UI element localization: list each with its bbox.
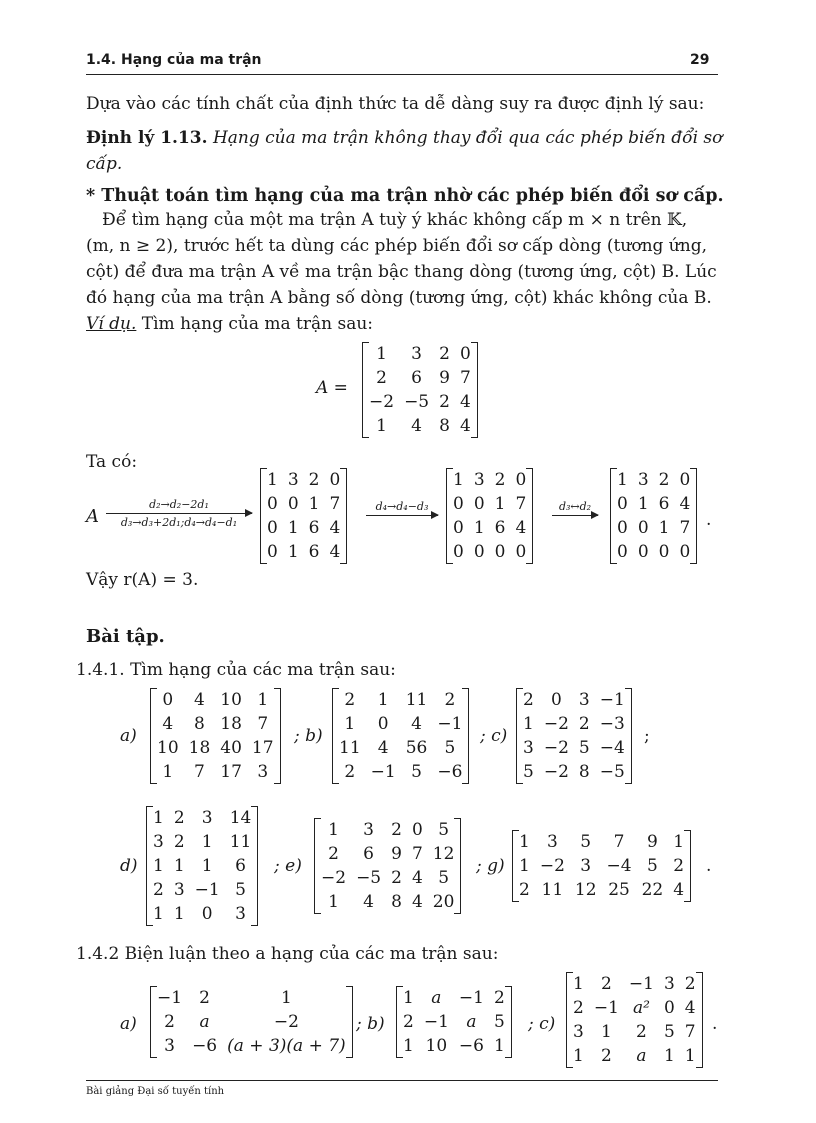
- matrix-cell: 4: [194, 690, 205, 710]
- bracket-right: [454, 818, 461, 914]
- matrix-cell: 3: [235, 904, 246, 924]
- matrix-cell: a: [466, 1012, 477, 1032]
- matrix-cell: 5: [663, 1022, 675, 1042]
- matrix-cell: −4: [599, 738, 625, 758]
- matrix-cell: 0: [162, 690, 174, 710]
- matrix-cell: 0: [679, 470, 691, 490]
- matrix-cell: 1: [573, 974, 584, 994]
- arrow-1-top-label: d₂→d₂−2d₁: [149, 498, 209, 511]
- matrix-g: [514, 830, 689, 902]
- matrix-cell: 3: [663, 974, 675, 994]
- label-c: ; c): [480, 726, 508, 746]
- matrix-cell: −4: [606, 856, 632, 876]
- matrix-cell: 11: [339, 738, 361, 758]
- bracket-right: [684, 830, 691, 902]
- matrix-cell: −6: [437, 762, 463, 782]
- matrix-cell: 3: [523, 738, 534, 758]
- chain-start: A: [86, 506, 99, 527]
- matrix-cell: 10: [157, 738, 179, 758]
- matrix-cell: 10: [425, 1036, 448, 1056]
- matrix-cell: 0: [637, 542, 649, 562]
- arrow-2-line: [366, 515, 438, 516]
- matrix-cell: 0: [617, 494, 628, 514]
- matrix-cell: 1: [153, 904, 164, 924]
- matrix-cell: 0: [515, 470, 527, 490]
- bracket-right: [696, 972, 703, 1068]
- matrix-cell: 4: [679, 494, 691, 514]
- bracket-right: [526, 468, 533, 564]
- label-g-end: .: [706, 856, 712, 876]
- matrix-cell: 3: [173, 880, 185, 900]
- bracket-right: [274, 688, 281, 784]
- matrix-cell: −1: [628, 974, 654, 994]
- matrix-cell: 5: [411, 762, 422, 782]
- matrix-cell: 6: [308, 518, 320, 538]
- matrix-cell: 1: [267, 470, 278, 490]
- matrix-cell: 1: [173, 856, 185, 876]
- matrix-cell: 2: [578, 714, 590, 734]
- matrix-cell: 0: [515, 542, 527, 562]
- label-g: ; g): [476, 856, 505, 876]
- matrix-cell: 8: [194, 714, 205, 734]
- theorem-text-cont: cấp.: [86, 154, 123, 174]
- matrix-cell: −1: [157, 988, 183, 1008]
- matrix-cell: 1: [173, 904, 185, 924]
- matrix-cell: −2: [543, 714, 569, 734]
- matrix-cell: 2: [493, 988, 505, 1008]
- matrix-cell: 7: [613, 832, 625, 852]
- matrix-cell: 7: [411, 844, 423, 864]
- matrix-cell: −1: [599, 690, 625, 710]
- matrix-cell: 3: [546, 832, 558, 852]
- matrix-cell: 17: [251, 738, 274, 758]
- matrix-cell: 1: [403, 988, 414, 1008]
- matrix-cell: 7: [194, 762, 205, 782]
- matrix-cell: 2: [684, 974, 696, 994]
- matrix-cell: 9: [439, 368, 450, 388]
- matrix-cell: 1: [573, 1046, 584, 1066]
- bracket-left: [362, 342, 369, 438]
- label-c-end: ;: [644, 726, 650, 746]
- matrix-cell: −1: [423, 1012, 449, 1032]
- matrix-cell: 9: [647, 832, 658, 852]
- exercise-2-prompt: 1.4.2 Biện luận theo a hạng của các ma trận sau:: [76, 944, 499, 964]
- matrix-cell: 2: [403, 1012, 414, 1032]
- matrix-cell: 2: [600, 1046, 612, 1066]
- matrix-cell: 10: [220, 690, 242, 710]
- bracket-left: [566, 972, 573, 1068]
- matrix-cell: 5: [444, 738, 456, 758]
- matrix-cell: 0: [377, 714, 389, 734]
- matrix-cell: 3: [201, 808, 213, 828]
- matrix-cell: 4: [411, 868, 423, 888]
- matrix-cell: 1: [257, 690, 269, 710]
- matrix-A: [364, 342, 476, 438]
- matrix-cell: 11: [229, 832, 252, 852]
- matrix-cell: 1: [287, 518, 299, 538]
- matrix-cell: 0: [267, 542, 278, 562]
- matrix-cell: 4: [329, 542, 341, 562]
- example-line: [86, 314, 373, 334]
- matrix-cell: 11: [405, 690, 428, 710]
- algorithm-line-3: cột) để đưa ma trận A về ma trận bậc thang dòng (tương ứng, cột) B. Lúc: [86, 262, 717, 282]
- label-c2: ; c): [528, 1014, 556, 1034]
- example-text: Tìm hạng của ma trận sau:: [141, 314, 374, 334]
- matrix-cell: −2: [543, 738, 569, 758]
- algorithm-line-1: Để tìm hạng của một ma trận A tuỳ ý khác không cấp m × n trên 𝕂,: [102, 210, 688, 230]
- matrix-cell: 2: [391, 868, 402, 888]
- matrix-a: [152, 688, 279, 784]
- matrix-cell: 3: [287, 470, 299, 490]
- label-b: ; b): [294, 726, 323, 746]
- matrix-cell: 4: [515, 518, 527, 538]
- matrix-cell: 0: [494, 542, 506, 562]
- conclusion: Vậy r(A) = 3.: [86, 570, 199, 590]
- matrix-e: [316, 818, 459, 914]
- matrix-cell: 1: [153, 808, 164, 828]
- matrix-cell: 2: [636, 1022, 647, 1042]
- matrix-cell: 2: [600, 974, 612, 994]
- matrix-cell: 2: [439, 344, 450, 364]
- bracket-left: [150, 688, 157, 784]
- matrix-cell: a²: [632, 998, 650, 1018]
- matrix-cell: 1: [663, 1046, 675, 1066]
- matrix-cell: 2: [673, 856, 685, 876]
- matrix-cell: 6: [494, 518, 506, 538]
- matrix-cell: 0: [473, 494, 485, 514]
- matrix-cell: 12: [432, 844, 455, 864]
- page-number: 29: [690, 52, 710, 68]
- arrow-3-top-label: d₃↔d₂: [558, 500, 592, 513]
- bracket-left: [610, 468, 617, 564]
- label-d: d): [120, 856, 138, 876]
- matrix-cell: 4: [377, 738, 389, 758]
- bracket-left: [332, 688, 339, 784]
- matrix-cell: 5: [523, 762, 534, 782]
- matrix-cell: 22: [641, 880, 664, 900]
- matrix-cell: −5: [599, 762, 625, 782]
- running-header-section: 1.4. Hạng của ma trận: [86, 52, 262, 68]
- matrix-cell: 6: [411, 368, 422, 388]
- matrix-cell: 0: [267, 494, 278, 514]
- matrix-cell: 2: [573, 998, 584, 1018]
- arrow-1-bottom-label: d₃→d₃+2d₁;d₄→d₄−d₁: [120, 516, 238, 529]
- matrix-cell: 8: [578, 762, 590, 782]
- arrow-1: [106, 498, 252, 529]
- matrix-cell: 1: [376, 344, 387, 364]
- label-c2-end: .: [712, 1014, 718, 1034]
- matrix-cell: 2: [439, 392, 450, 412]
- matrix-cell: 0: [329, 470, 341, 490]
- algorithm-line-4: đó hạng của ma trận A bằng số dòng (tương ứng, cột) khác không của B.: [86, 288, 712, 308]
- matrix-cell: −1: [370, 762, 396, 782]
- matrix-cell: 0: [617, 542, 628, 562]
- matrix-cell: 6: [308, 542, 320, 562]
- label-b2: ; b): [356, 1014, 385, 1034]
- matrix-cell: 3: [153, 832, 164, 852]
- matrix-cell: 5: [235, 880, 246, 900]
- matrix-cell: 14: [229, 808, 252, 828]
- bracket-left: [150, 986, 157, 1058]
- matrix-cell: 7: [515, 494, 527, 514]
- bracket-right: [625, 688, 632, 784]
- matrix-cell: 0: [459, 344, 471, 364]
- matrix-cell: 20: [432, 892, 455, 912]
- bracket-right: [251, 806, 258, 926]
- matrix-cell: 1: [493, 1036, 505, 1056]
- bracket-right: [346, 986, 353, 1058]
- matrix-c2: [568, 972, 701, 1068]
- matrix-cell: 2: [153, 880, 164, 900]
- matrix-cell: 1: [658, 518, 670, 538]
- matrix-cell: 2: [308, 470, 320, 490]
- arrow-3: [552, 500, 598, 518]
- matrix-cell: 0: [287, 494, 299, 514]
- matrix-cell: 3: [573, 1022, 584, 1042]
- matrix-cell: 2: [444, 690, 456, 710]
- matrix-cell: 0: [617, 518, 628, 538]
- matrix-cell: 1: [377, 690, 389, 710]
- matrix-cell: 0: [679, 542, 691, 562]
- matrix-step-3: [612, 468, 695, 564]
- matrix-cell: −1: [194, 880, 220, 900]
- matrix-cell: 4: [162, 714, 174, 734]
- matrix-cell: 2: [391, 820, 402, 840]
- matrix-cell: 7: [459, 368, 471, 388]
- matrix-cell: 6: [658, 494, 670, 514]
- matrix-cell: 0: [453, 494, 464, 514]
- matrix-cell: 5: [647, 856, 658, 876]
- bracket-left: [516, 688, 523, 784]
- matrix-cell: 5: [580, 832, 592, 852]
- matrix-cell: −6: [458, 1036, 484, 1056]
- matrix-a2: [152, 986, 351, 1058]
- theorem: [86, 128, 722, 148]
- matrix-cell: 5: [578, 738, 590, 758]
- matrix-cell: 1: [201, 832, 213, 852]
- matrix-cell: 0: [267, 518, 278, 538]
- matrix-cell: 4: [411, 714, 422, 734]
- matrix-cell: 3: [411, 344, 422, 364]
- matrix-cell: 4: [459, 416, 471, 436]
- matrix-cell: 1: [519, 856, 530, 876]
- bracket-right: [690, 468, 697, 564]
- matrix-cell: 1: [453, 470, 464, 490]
- matrix-cell: 1: [328, 892, 339, 912]
- taco-text: Ta có:: [86, 452, 138, 472]
- matrix-cell: 3: [363, 820, 374, 840]
- matrix-cell: 2: [164, 1012, 175, 1032]
- arrow-3-line: [552, 515, 598, 516]
- matrix-b: [334, 688, 467, 784]
- matrix-cell: 0: [663, 998, 675, 1018]
- matrix-cell: 2: [173, 808, 185, 828]
- exercise-1-prompt: 1.4.1. Tìm hạng của các ma trận sau:: [76, 660, 396, 680]
- matrix-cell: 0: [453, 518, 464, 538]
- arrow-1-line: [106, 513, 252, 514]
- matrix-cell: 4: [329, 518, 341, 538]
- matrix-cell: −1: [437, 714, 463, 734]
- exercises-title: Bài tập.: [86, 626, 165, 647]
- arrow-2-top-label: d₄→d₄−d₃: [375, 500, 429, 513]
- matrix-cell: (a + 3)(a + 7): [227, 1036, 346, 1056]
- matrix-cell: 1: [519, 832, 530, 852]
- matrix-b2: [398, 986, 510, 1058]
- matrix-cell: 2: [199, 988, 210, 1008]
- matrix-cell: 1: [328, 820, 339, 840]
- intro-text: Dựa vào các tính chất của định thức ta dễ dàng suy ra được định lý sau:: [86, 94, 705, 114]
- matrix-cell: −5: [356, 868, 382, 888]
- matrix-step-2: [448, 468, 531, 564]
- matrix-cell: 1: [308, 494, 320, 514]
- matrix-cell: 1: [403, 1036, 414, 1056]
- bracket-left: [512, 830, 519, 902]
- bracket-right: [505, 986, 512, 1058]
- matrix-cell: 2: [173, 832, 185, 852]
- matrix-cell: 1: [376, 416, 387, 436]
- matrix-cell: 0: [453, 542, 464, 562]
- algorithm-line-2: (m, n ≥ 2), trước hết ta dùng các phép biến đổi sơ cấp dòng (tương ứng,: [86, 236, 707, 256]
- matrix-cell: 11: [541, 880, 564, 900]
- matrix-cell: 7: [329, 494, 341, 514]
- matrix-cell: −2: [273, 1012, 299, 1032]
- matrix-cell: 1: [673, 832, 685, 852]
- matrix-cell: 4: [684, 998, 696, 1018]
- matrix-cell: 3: [580, 856, 592, 876]
- matrix-cell: 18: [220, 714, 242, 734]
- example-label: Ví dụ.: [86, 314, 137, 334]
- matrix-cell: 1: [637, 494, 649, 514]
- matrix-d: [148, 806, 256, 926]
- matrix-cell: 8: [391, 892, 402, 912]
- matrix-cell: 1: [473, 518, 485, 538]
- matrix-cell: 17: [220, 762, 242, 782]
- matrix-cell: 2: [523, 690, 534, 710]
- matrix-cell: 2: [519, 880, 530, 900]
- matrix-cell: 1: [617, 470, 628, 490]
- matrix-cell: 1: [280, 988, 292, 1008]
- matrix-cell: 1: [201, 856, 213, 876]
- matrix-cell: 6: [363, 844, 374, 864]
- label-a: a): [120, 726, 137, 746]
- matrix-cell: a: [199, 1012, 210, 1032]
- matrix-cell: 1: [287, 542, 299, 562]
- matrix-cell: −1: [593, 998, 619, 1018]
- matrix-cell: 12: [574, 880, 597, 900]
- matrix-cell: −6: [192, 1036, 218, 1056]
- matrix-cell: 40: [220, 738, 242, 758]
- matrix-cell: 56: [405, 738, 428, 758]
- matrix-cell: 3: [257, 762, 269, 782]
- arrow-2: [366, 500, 438, 518]
- matrix-cell: 1: [494, 494, 506, 514]
- matrix-cell: 7: [257, 714, 269, 734]
- matrix-cell: 3: [164, 1036, 175, 1056]
- matrix-cell: 2: [328, 844, 339, 864]
- matrix-cell: 0: [658, 542, 670, 562]
- matrix-cell: 2: [344, 762, 356, 782]
- matrix-cell: a: [636, 1046, 647, 1066]
- bracket-right: [340, 468, 347, 564]
- matrix-cell: 1: [523, 714, 534, 734]
- matrix-cell: 5: [438, 868, 450, 888]
- header-rule: [86, 74, 718, 75]
- label-a2: a): [120, 1014, 137, 1034]
- matrix-cell: 1: [162, 762, 174, 782]
- matrix-cell: 2: [658, 470, 670, 490]
- matrix-cell: 0: [411, 820, 423, 840]
- matrix-cell: −5: [404, 392, 430, 412]
- bracket-left: [446, 468, 453, 564]
- bracket-right: [462, 688, 469, 784]
- footer-text: Bài giảng Đại số tuyến tính: [86, 1086, 225, 1097]
- matrix-cell: −2: [539, 856, 565, 876]
- matrix-cell: 3: [637, 470, 649, 490]
- matrix-cell: 4: [459, 392, 471, 412]
- matrix-cell: 0: [473, 542, 485, 562]
- matrix-cell: −3: [599, 714, 625, 734]
- matrix-cell: 4: [673, 880, 685, 900]
- matrix-cell: a: [431, 988, 442, 1008]
- matrix-cell: 1: [344, 714, 356, 734]
- matrix-cell: 2: [344, 690, 356, 710]
- matrix-cell: 2: [376, 368, 387, 388]
- matrix-cell: 5: [493, 1012, 505, 1032]
- bracket-right: [471, 342, 478, 438]
- matrix-cell: −2: [369, 392, 395, 412]
- matrix-step-1: [262, 468, 345, 564]
- matrix-cell: 25: [608, 880, 630, 900]
- matrix-cell: 7: [679, 518, 691, 538]
- matrix-cell: −2: [543, 762, 569, 782]
- matrix-cell: −1: [458, 988, 484, 1008]
- label-e: ; e): [274, 856, 302, 876]
- footer-rule: [86, 1080, 718, 1081]
- matrix-cell: 1: [600, 1022, 612, 1042]
- matrix-cell: 5: [438, 820, 450, 840]
- theorem-label: Định lý 1.13.: [86, 128, 208, 148]
- matrix-cell: 3: [578, 690, 590, 710]
- bracket-left: [314, 818, 321, 914]
- matrix-cell: 4: [363, 892, 374, 912]
- matrix-cell: 1: [153, 856, 164, 876]
- matrix-cell: 7: [684, 1022, 696, 1042]
- matrix-cell: 9: [391, 844, 402, 864]
- matrix-cell: 8: [439, 416, 450, 436]
- matrix-cell: 0: [637, 518, 649, 538]
- matrix-c: [518, 688, 630, 784]
- matrix-cell: −2: [321, 868, 347, 888]
- bracket-left: [396, 986, 403, 1058]
- bracket-left: [260, 468, 267, 564]
- matrix-cell: 1: [684, 1046, 696, 1066]
- matrix-cell: 2: [494, 470, 506, 490]
- matrix-cell: 6: [235, 856, 246, 876]
- matrix-a-lhs: A =: [316, 378, 348, 398]
- matrix-cell: 3: [473, 470, 485, 490]
- matrix-cell: 0: [201, 904, 213, 924]
- bracket-left: [146, 806, 153, 926]
- matrix-cell: 4: [411, 416, 422, 436]
- matrix-cell: 0: [550, 690, 562, 710]
- matrix-cell: 4: [411, 892, 423, 912]
- matrix-cell: 18: [188, 738, 211, 758]
- algorithm-title: * Thuật toán tìm hạng của ma trận nhờ các phép biến đổi sơ cấp.: [86, 186, 724, 206]
- theorem-text: Hạng của ma trận không thay đổi qua các phép biến đổi sơ: [212, 128, 723, 148]
